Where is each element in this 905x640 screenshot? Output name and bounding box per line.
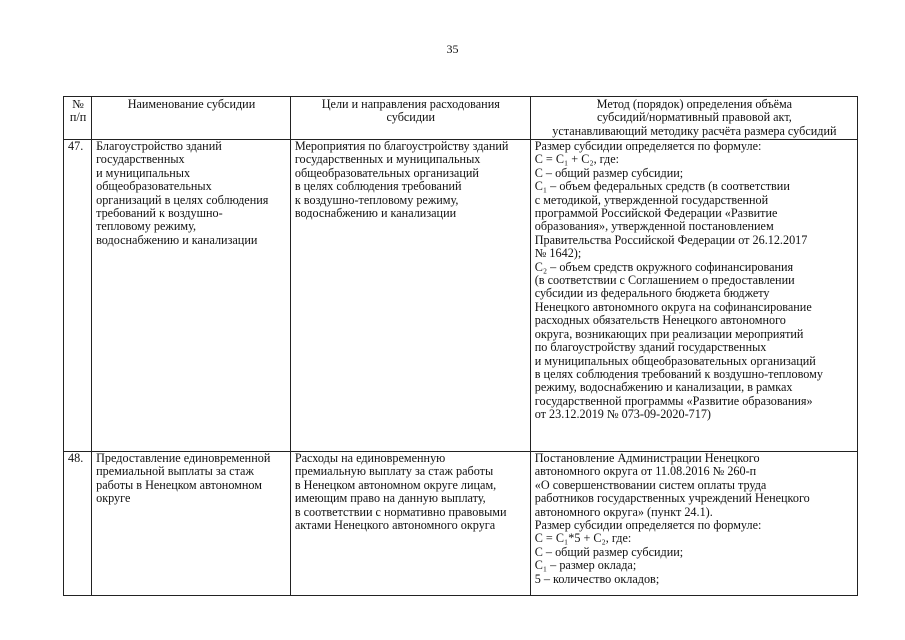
cell-line: общеобразовательных организаций [294,165,479,180]
cell-line: общеобразовательных [96,179,212,194]
cell-line: 5 – количество окладов; [534,571,660,586]
cell-line: программой Российской Федерации «Развитие [534,206,778,221]
cell-line: в Ненецком автономном округе лицам, [294,477,497,492]
cell-line: режиму, водоснабжению и канализации, в рамках [534,380,793,395]
cell-line: водоснабжению и канализации [294,206,457,221]
cell-line: премиальную выплату за стаж работы [294,464,494,479]
cell-line: Ненецкого автономного округа на софинансирование [534,299,812,314]
cell-line: округе [96,491,131,506]
cell-line: С₁ – объем федеральных средств (в соответствии [534,179,790,194]
cell-line: Благоустройство зданий [96,139,222,153]
cell-line: С – общий размер субсидии; [534,544,684,559]
table-header-row [64,97,858,140]
cell-line: субсидии из федерального бюджета бюджету [534,286,770,301]
cell-line: Расходы на единовременную [294,451,446,465]
header-line: субсидий/нормативный правовой акт, [596,110,792,125]
cell-line: С₁ – размер оклада; [534,558,637,573]
header-line: субсидии [386,110,436,125]
subsidy-table [63,96,858,596]
cell-line: автономного округа от 11.08.2016 № 260-п [534,464,757,479]
goals-cell [290,140,530,452]
cell-line: С₂ – объем средств окружного софинансирования [534,259,794,274]
cell-line: Размер субсидии определяется по формуле: [534,139,762,153]
cell-line: округа, возникающих при реализации мероприятий [534,326,804,341]
method-cell [530,452,857,596]
cell-line: имеющим право на данную выплату, [294,491,486,506]
header-number [64,97,92,140]
cell-line: государственной программы «Развитие образования» [534,393,813,408]
header-line: Метод (порядок) определения объёма [596,97,793,111]
cell-line: С = С₁*5 + С₂, где: [534,531,632,546]
cell-line: «О совершенствовании систем оплаты труда [534,477,767,492]
cell-line: премиальной выплаты за стаж [96,464,254,479]
cell-line: в целях соблюдения требований [294,179,462,194]
cell-line: Предоставление единовременной [96,451,271,465]
cell-line: организаций в целях соблюдения [96,192,269,207]
method-cell [530,140,857,452]
cell-line: по благоустройству зданий государственных [534,340,767,355]
cell-line: работников государственных учреждений Ненецкого [534,491,810,506]
goals-cell [290,452,530,596]
cell-line: (в соответствии с Соглашением о предоставлении [534,273,795,288]
cell-line: в соответствии с нормативно правовыми [294,504,507,519]
cell-line: Правительства Российской Федерации от 26.12.2017 [534,232,808,247]
table-row [64,140,858,452]
cell-line: работы в Ненецком автономном [96,477,262,492]
cell-line: и муниципальных общеобразовательных организаций [534,353,816,368]
cell-line: государственных [96,152,185,167]
cell-line: требований к воздушно- [96,206,223,221]
header-method [530,97,857,140]
cell-line: к воздушно-тепловому режиму, [294,192,459,207]
cell-line: С – общий размер субсидии; [534,165,684,180]
table-row [64,452,858,596]
cell-line: государственных и муниципальных [294,152,481,167]
cell-line: тепловому режиму, [96,219,196,234]
row-number: 48. [64,452,92,596]
cell-line: водоснабжению и канализации [96,232,258,247]
cell-line: и муниципальных [96,165,191,180]
header-goals [290,97,530,140]
cell-line: № 1642); [534,246,582,261]
cell-line: расходных обязательств Ненецкого автономного [534,313,786,328]
page-number: 35 [446,42,459,56]
header-line: № [72,97,84,111]
header-subsidy-name [92,97,291,140]
subsidy-name-cell [92,452,291,596]
cell-line: Постановление Администрации Ненецкого [534,451,760,465]
cell-line: с методикой, утвержденной государственной [534,192,769,207]
header-line: устанавливающий методику расчёта размера субсидий [552,123,837,138]
cell-line: С = С₁ + С₂, где: [534,152,620,167]
cell-line: автономного округа» (пункт 24.1). [534,504,713,519]
row-number: 47. [64,140,92,452]
cell-line: Размер субсидии определяется по формуле: [534,518,762,533]
header-line: Наименование субсидии [127,97,256,111]
header-line: п/п [69,110,87,125]
subsidy-name-cell [92,140,291,452]
cell-line: образования», утвержденной постановлением [534,219,774,234]
header-line: Цели и направления расходования [321,97,500,111]
cell-line: в целях соблюдения требований к воздушно-тепловому [534,366,823,381]
cell-line: актами Ненецкого автономного округа [294,518,496,533]
cell-line: от 23.12.2019 № 073-09-2020-717) [534,407,711,422]
cell-line: Мероприятия по благоустройству зданий [294,139,509,153]
